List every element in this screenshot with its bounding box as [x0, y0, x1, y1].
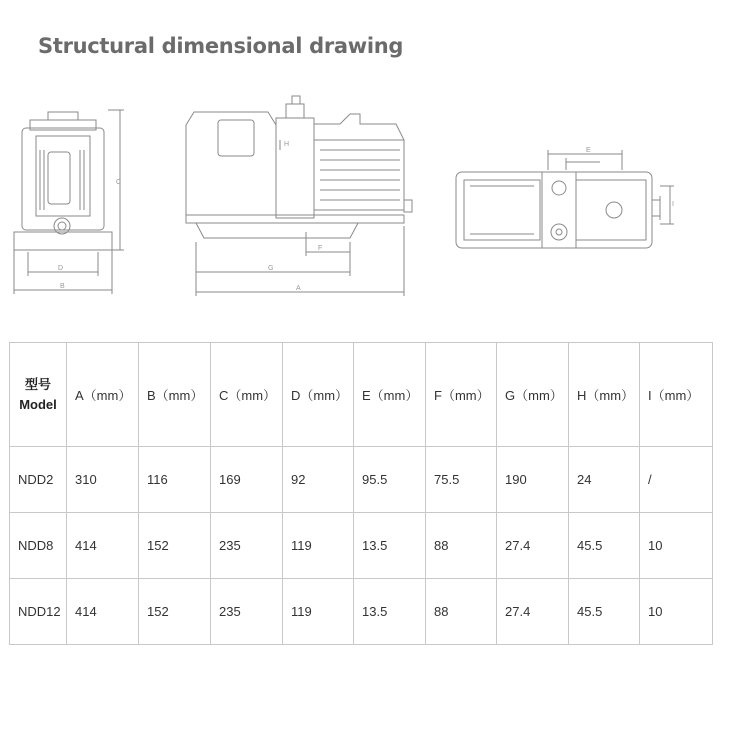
model-header-en: Model — [19, 396, 57, 412]
table-cell: 92 — [283, 447, 354, 513]
table-cell: 95.5 — [354, 447, 426, 513]
dim-label-i: I — [672, 201, 674, 208]
table-cell: 27.4 — [497, 579, 569, 645]
table-cell: 414 — [67, 513, 139, 579]
dimensional-drawing — [0, 0, 750, 330]
column-header-a: A（mm） — [67, 343, 139, 447]
table-cell: 10 — [640, 513, 713, 579]
table-cell: 152 — [139, 513, 211, 579]
table-cell: 88 — [426, 513, 497, 579]
table-cell: 119 — [283, 579, 354, 645]
table-row — [10, 579, 713, 645]
table-cell: 116 — [139, 447, 211, 513]
table-cell: 88 — [426, 579, 497, 645]
model-column-header — [10, 343, 67, 447]
table-cell: 45.5 — [569, 579, 640, 645]
table-cell: 152 — [139, 579, 211, 645]
model-cell: NDD8 — [10, 513, 67, 579]
table-cell: 235 — [211, 579, 283, 645]
table-cell: 24 — [569, 447, 640, 513]
table-cell: 10 — [640, 579, 713, 645]
table-header-row — [10, 343, 713, 447]
dim-label-b: B — [60, 283, 65, 290]
dim-label-a: A — [296, 285, 301, 292]
model-header-cn: 型号 — [24, 377, 51, 393]
table-cell: 190 — [497, 447, 569, 513]
dimension-table — [9, 342, 713, 645]
column-header-e: E（mm） — [354, 343, 426, 447]
side-view — [186, 96, 412, 296]
table-cell: 27.4 — [497, 513, 569, 579]
table-row — [10, 513, 713, 579]
table-cell: 45.5 — [569, 513, 640, 579]
column-header-h: H（mm） — [569, 343, 640, 447]
dim-label-c: C — [116, 179, 122, 186]
column-header-i: I（mm） — [640, 343, 713, 447]
dim-label-d: D — [58, 265, 64, 272]
column-header-f: F（mm） — [426, 343, 497, 447]
dim-label-e: E — [586, 147, 591, 154]
model-cell: NDD2 — [10, 447, 67, 513]
page-title: Structural dimensional drawing — [38, 34, 404, 58]
top-view — [456, 150, 674, 248]
column-header-d: D（mm） — [283, 343, 354, 447]
table-cell: 75.5 — [426, 447, 497, 513]
table-cell: 119 — [283, 513, 354, 579]
table-cell: 414 — [67, 579, 139, 645]
column-header-g: G（mm） — [497, 343, 569, 447]
column-header-b: B（mm） — [139, 343, 211, 447]
table-row — [10, 447, 713, 513]
dim-label-h: H — [284, 141, 290, 148]
dim-label-f: F — [318, 245, 323, 252]
table-cell: 235 — [211, 513, 283, 579]
dim-label-g: G — [268, 265, 274, 272]
table-cell: 13.5 — [354, 513, 426, 579]
model-cell: NDD12 — [10, 579, 67, 645]
front-view — [14, 110, 124, 294]
table-cell: / — [640, 447, 713, 513]
column-header-c: C（mm） — [211, 343, 283, 447]
table-cell: 13.5 — [354, 579, 426, 645]
table-cell: 310 — [67, 447, 139, 513]
table-cell: 169 — [211, 447, 283, 513]
